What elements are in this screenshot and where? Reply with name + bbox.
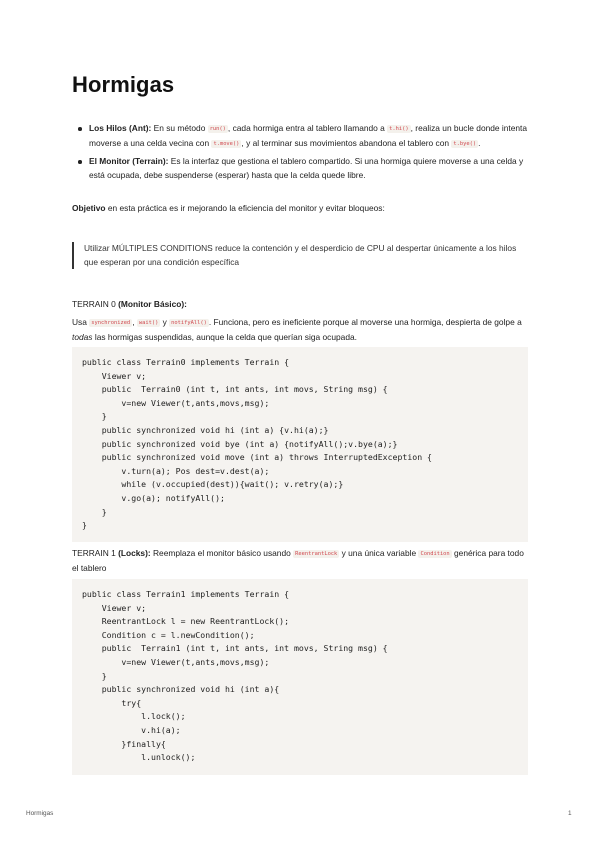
footer-title: Hormigas <box>26 810 54 817</box>
heading-bold: (Monitor Básico): <box>118 299 187 309</box>
bullet-list <box>72 122 528 186</box>
paragraph-text: genérica para todo el tablero <box>72 548 524 573</box>
bullet-text: , cada hormiga entra al tablero llamando a <box>227 123 388 133</box>
paragraph-text: y <box>160 317 170 327</box>
page-title: Hormigas <box>72 72 175 97</box>
code-block-terrain0: public class Terrain0 implements Terrain { Viewer v; public Terrain0 (int t, int ants, int movs, String msg) { v=new Viewer(t,ants,movs,msg); } public synchronized void hi (int a) {v.hi(a);} public synchronized void bye (int a) {notifyAll();v.bye(a);} public synchronized void move (int a) throws InterruptedException { v.turn(a); Pos dest=v.dest(a); while (v.occupied(dest)){wait(); v.retry(a);} v.go(a); notifyAll(); } } <box>72 347 528 542</box>
code-block-terrain1: public class Terrain1 implements Terrain { Viewer v; ReentrantLock l = new ReentrantLock(); Condition c = l.newCondition(); public Terrain1 (int t, int ants, int movs, String msg) { v=new Viewer(t,ants,movs,msg); } public synchronized void hi (int a){ try{ l.lock(); v.hi(a); }finally{ l.unlock(); <box>72 579 528 775</box>
paragraph-text: . Funciona, pero es ineficiente porque al moverse una hormiga, despierta de golpe a <box>208 317 522 327</box>
page-number: 1 <box>568 810 572 817</box>
objective-text: en esta práctica es ir mejorando la eficiencia del monitor y evitar bloqueos: <box>105 203 385 213</box>
emphasis-text: todas <box>72 331 93 342</box>
heading-text: TERRAIN 0 <box>72 299 119 309</box>
terrain0-paragraph <box>72 316 528 344</box>
inline-code: Condition <box>420 551 450 557</box>
inline-code: t.hi() <box>389 126 409 132</box>
paragraph-text: Reemplaza el monitor básico usando <box>150 548 294 558</box>
inline-code: synchronized <box>91 320 131 326</box>
bullet-item-ants <box>72 122 528 151</box>
bullet-text: En su método <box>151 123 208 133</box>
bullet-label: Los Hilos (Ant): <box>89 123 152 133</box>
terrain1-heading <box>72 547 528 575</box>
inline-code: wait() <box>138 320 159 326</box>
paragraph-text: y una única variable <box>339 548 419 558</box>
inline-code: notifyAll() <box>171 320 207 326</box>
bullet-item-monitor <box>72 155 528 182</box>
objective-label: Objetivo <box>72 203 106 213</box>
bullet-text: , y al terminar sus movimientos abandona el tablero con <box>241 137 452 148</box>
inline-code: t.bye() <box>453 140 477 147</box>
bullet-text: . <box>478 137 481 148</box>
inline-code: t.move() <box>213 140 240 147</box>
objective-paragraph <box>72 202 528 216</box>
inline-code: run() <box>209 126 226 132</box>
paragraph-text: , <box>132 317 137 327</box>
bullet-text: Es la interfaz que gestiona el tablero compartido. Si una hormiga quiere moverse a una celda y está ocupada, debe suspenderse (esperar) hasta que la celda quede libre. <box>89 156 524 180</box>
bullet-text: , realiza un bucle donde intenta moverse a una celda vecina con <box>89 123 528 148</box>
heading-text: TERRAIN 1 <box>72 548 119 558</box>
bullet-label: El Monitor (Terrain): <box>89 156 169 166</box>
blockquote: Utilizar MÚLTIPLES CONDITIONS reduce la contención y el desperdicio de CPU al despertar únicamente a los hilos que esperan por una condición específica <box>72 242 524 269</box>
inline-code: ReentrantLock <box>295 551 338 557</box>
terrain0-heading <box>72 298 187 312</box>
paragraph-text: Usa <box>72 317 90 327</box>
heading-bold: (Locks): <box>118 548 151 558</box>
paragraph-text: las hormigas suspendidas, aunque la celda que querían siga ocupada. <box>92 331 357 342</box>
